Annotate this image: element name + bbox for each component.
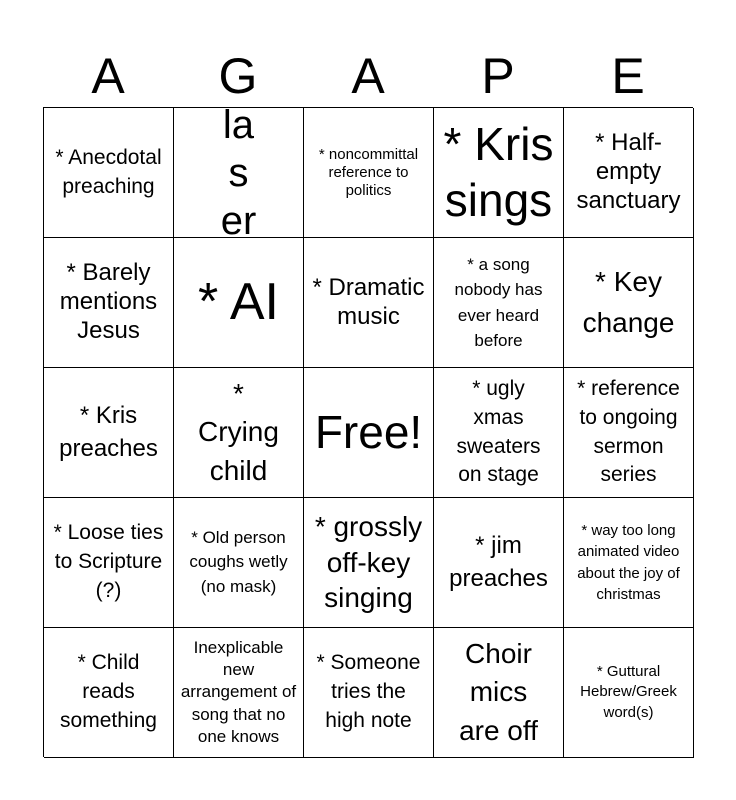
bingo-cell[interactable] xyxy=(434,368,564,498)
bingo-cell[interactable] xyxy=(174,368,304,498)
header-letter-a: A xyxy=(91,48,125,104)
header-letter-p: P xyxy=(481,48,515,104)
cell-text: Choir mics are off xyxy=(459,637,538,746)
bingo-cell[interactable] xyxy=(44,238,174,368)
cell-text: * Key change xyxy=(582,265,675,338)
bingo-cell[interactable] xyxy=(44,628,174,758)
bingo-cell[interactable] xyxy=(564,368,694,498)
header-letter-a2: A xyxy=(351,48,385,104)
cell-text: * Kris preaches xyxy=(59,402,158,462)
cell-text: * reference to ongoing sermon series xyxy=(577,376,680,487)
bingo-cell[interactable] xyxy=(44,368,174,498)
bingo-cell[interactable] xyxy=(564,108,694,238)
bingo-cell[interactable] xyxy=(44,498,174,628)
cell-text: * Half-empty sanctuary xyxy=(576,129,681,214)
header-letter-e: E xyxy=(611,48,645,104)
cell-text: Free! xyxy=(314,405,423,458)
bingo-cell[interactable] xyxy=(434,498,564,628)
bingo-cell[interactable] xyxy=(304,108,434,238)
bingo-cell[interactable] xyxy=(174,628,304,758)
cell-text: * Old person coughs wetly (no mask) xyxy=(189,528,288,596)
header-letter-g: G xyxy=(218,48,258,104)
bingo-cell[interactable] xyxy=(304,628,434,758)
cell-text: * ugly xmas sweaters on stage xyxy=(456,376,541,487)
cell-text: * way too long animated video about the joy of christmas xyxy=(577,521,680,603)
cell-text: * Anecdotal preaching xyxy=(55,145,162,198)
bingo-cell[interactable] xyxy=(174,238,304,368)
bingo-header xyxy=(43,44,693,108)
cell-text: * Kris sings xyxy=(443,118,554,226)
cell-text: * Barely mentions Jesus xyxy=(59,259,158,344)
bingo-cell[interactable] xyxy=(174,498,304,628)
bingo-cell[interactable] xyxy=(174,108,304,238)
bingo-cell[interactable] xyxy=(564,238,694,368)
cell-text: * Crying child xyxy=(198,377,279,486)
free-space[interactable] xyxy=(304,368,434,498)
cell-text: * AI xyxy=(198,272,279,331)
cell-text: * grossly off-key singing xyxy=(314,511,423,614)
bingo-cell[interactable] xyxy=(434,108,564,238)
bingo-cell[interactable] xyxy=(434,628,564,758)
bingo-board xyxy=(43,107,693,757)
cell-text: Inexplicable new arrangement of song that no one knows xyxy=(180,638,297,746)
cell-text: * Guttural Hebrew/Greek word(s) xyxy=(580,663,677,721)
cell-text: laser xyxy=(220,108,257,238)
bingo-cell[interactable] xyxy=(434,238,564,368)
bingo-cell[interactable] xyxy=(564,498,694,628)
bingo-cell[interactable] xyxy=(44,108,174,238)
cell-text: * Dramatic music xyxy=(312,273,425,330)
cell-text: * noncommittal reference to politics xyxy=(318,145,419,199)
bingo-cell[interactable] xyxy=(304,238,434,368)
cell-text: * Someone tries the high note xyxy=(316,651,421,732)
cell-text: * Child reads something xyxy=(60,651,157,732)
bingo-cell[interactable] xyxy=(304,498,434,628)
cell-text: * a song nobody has ever heard before xyxy=(454,254,543,350)
bingo-cell[interactable] xyxy=(564,628,694,758)
cell-text: * Loose ties to Scripture (?) xyxy=(53,521,164,602)
cell-text: * jim preaches xyxy=(449,532,548,592)
